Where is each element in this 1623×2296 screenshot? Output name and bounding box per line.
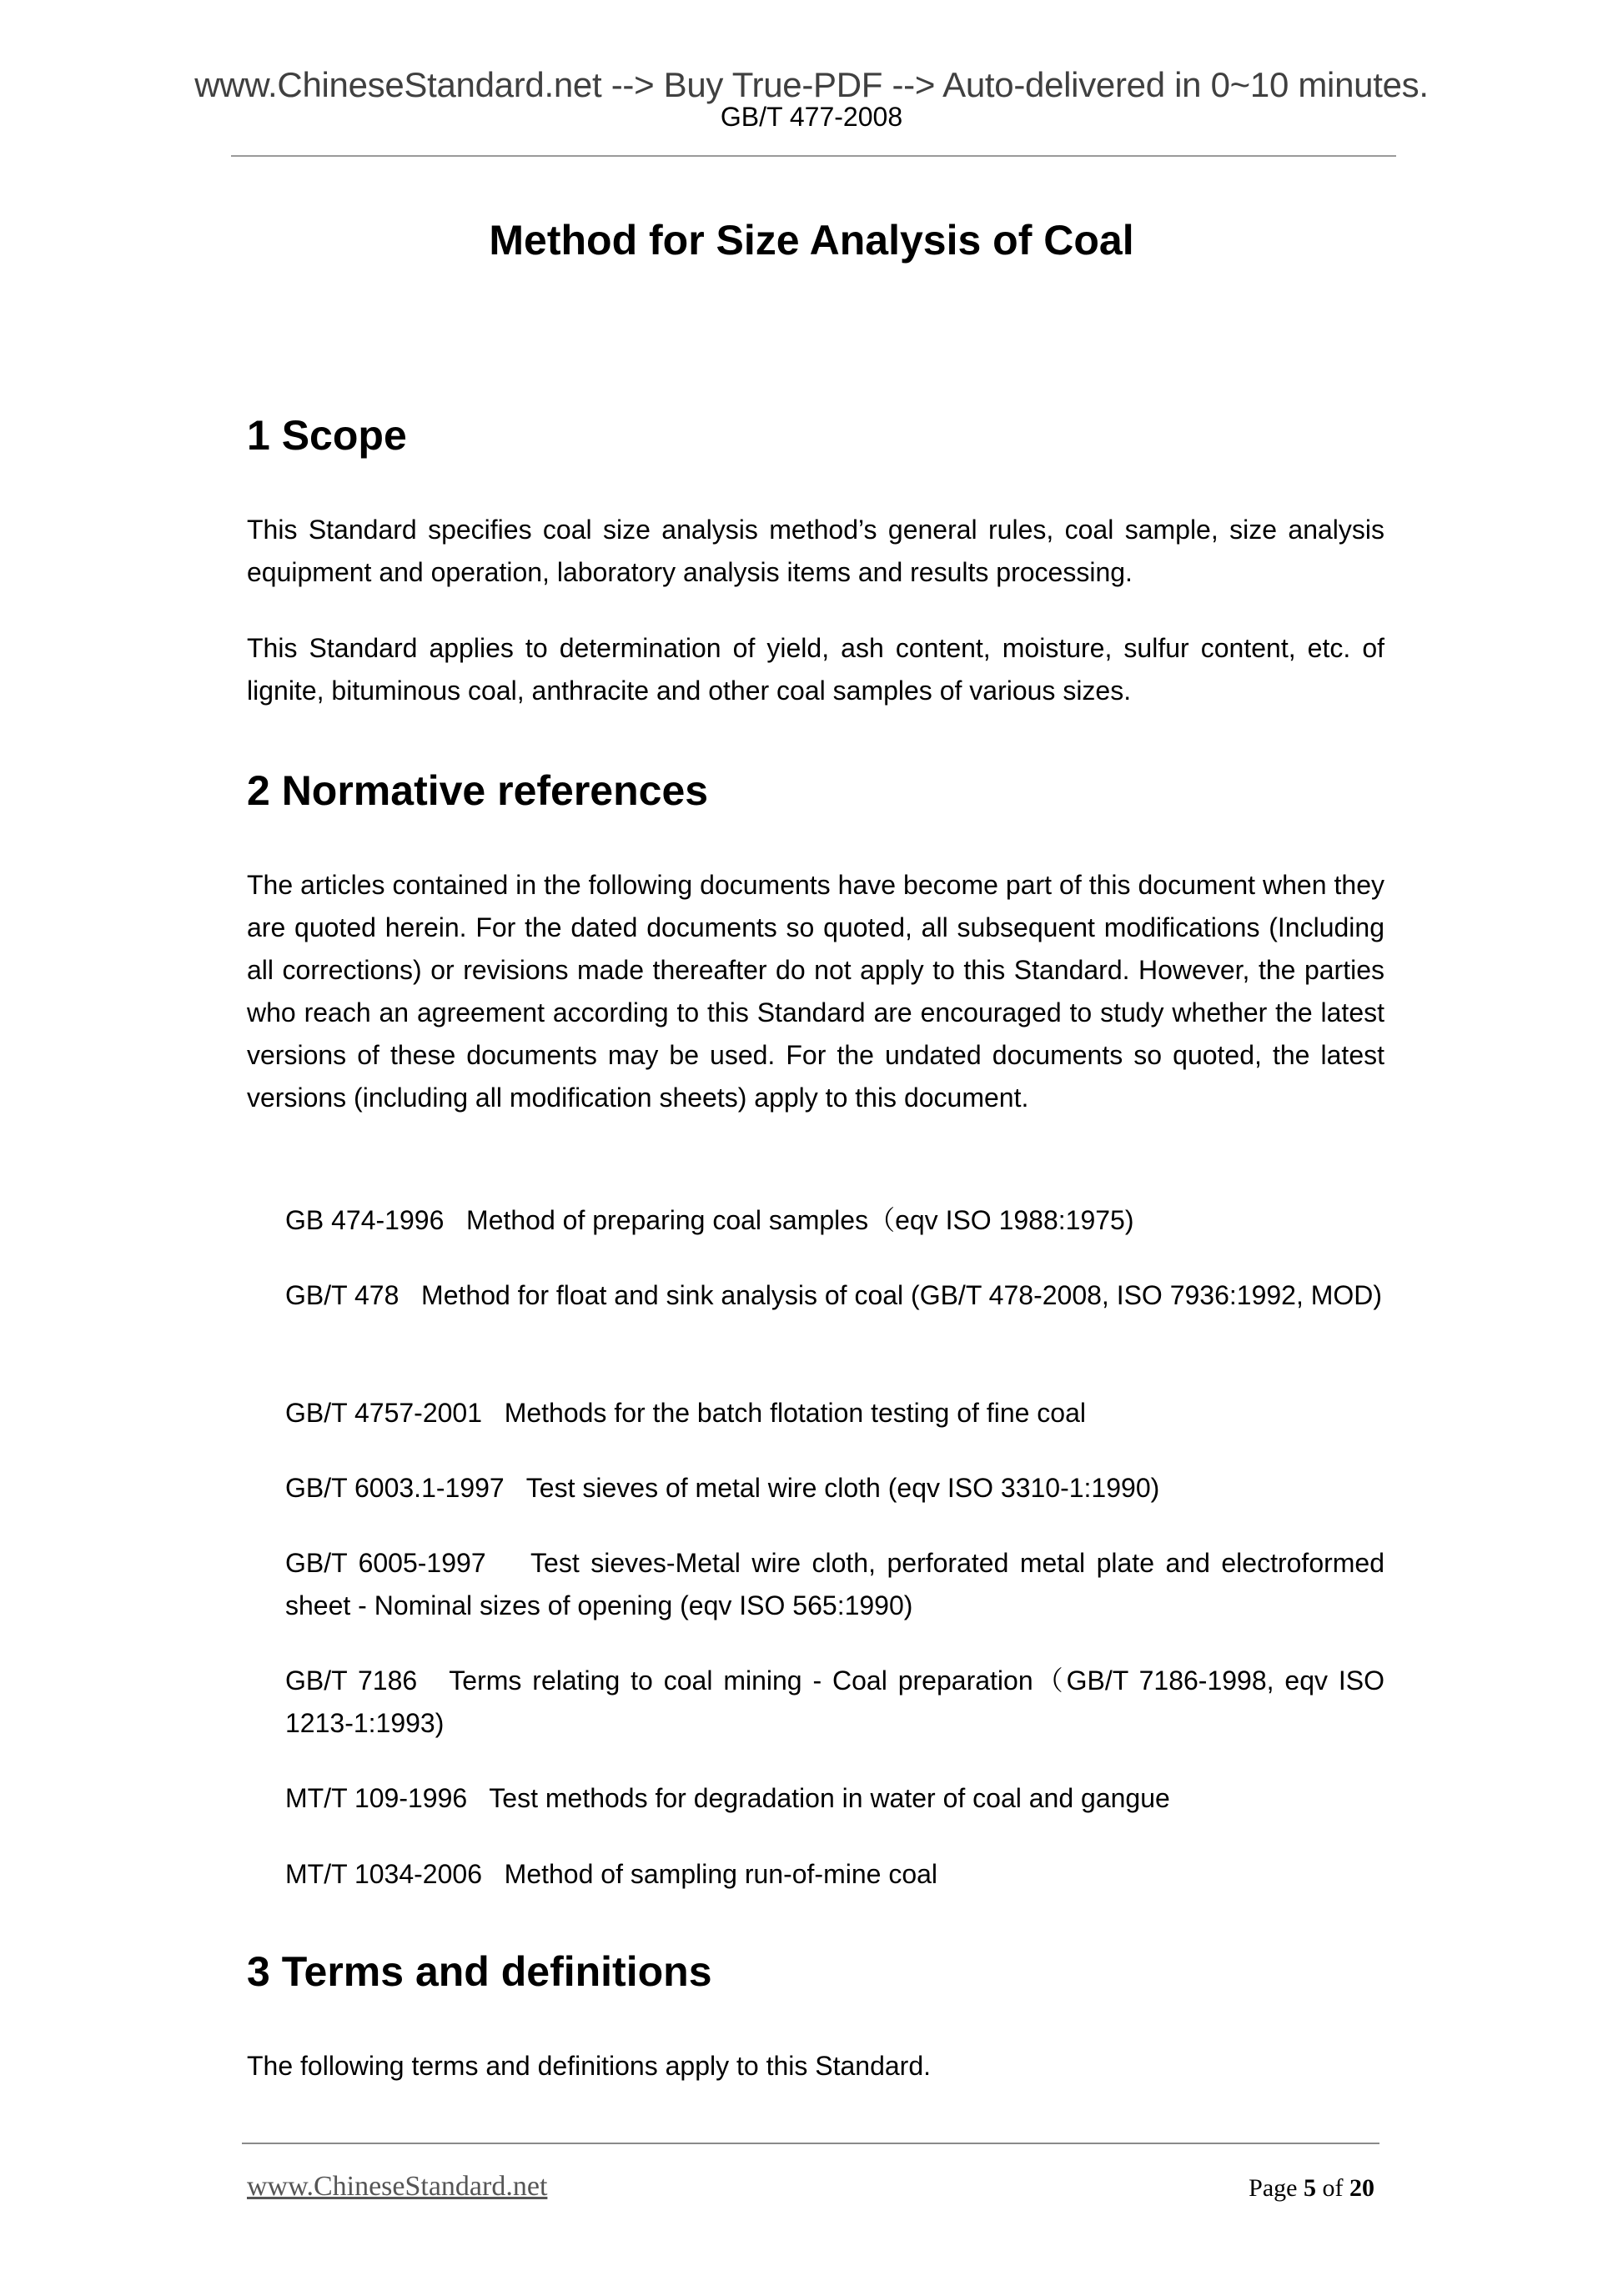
reference-code: GB/T 4757-2001 — [285, 1398, 483, 1428]
footer-website-link[interactable]: www.ChineseStandard.net — [247, 2171, 548, 2202]
page-current: 5 — [1304, 2174, 1316, 2202]
page-of: of — [1322, 2174, 1344, 2202]
reference-item — [285, 1777, 1384, 1820]
scope-paragraph-1: This Standard specifies coal size analysis method’s general rules, coal sample, size analysis equipment and operation, laboratory analysis items and results processing. — [247, 515, 1384, 587]
page-total: 20 — [1349, 2174, 1374, 2202]
reference-item — [285, 1467, 1384, 1510]
reference-code: GB/T 6003.1-1997 — [285, 1473, 505, 1503]
reference-item — [285, 1660, 1384, 1745]
reference-title: Terms relating to coal mining - Coal preparation（GB/T 7186-1998, eqv ISO 1213-1:1993) — [285, 1665, 1385, 1738]
page-prefix: Page — [1249, 2174, 1298, 2202]
terms-intro-paragraph: The following terms and definitions apply to this Standard. — [247, 2051, 932, 2081]
reference-item — [285, 1542, 1384, 1627]
header-banner: www.ChineseStandard.net --> Buy True-PDF --> Auto-delivered in 0~10 minutes. — [194, 65, 1429, 104]
reference-title: Test methods for degradation in water of coal and gangue — [489, 1783, 1170, 1813]
reference-code: GB/T 7186 — [285, 1665, 418, 1696]
reference-code: GB 474-1996 — [285, 1205, 445, 1235]
reference-title: Methods for the batch flotation testing of fine coal — [504, 1398, 1086, 1428]
page-title: Method for Size Analysis of Coal — [489, 217, 1134, 264]
section-heading-normative-references: 2 Normative references — [247, 767, 709, 814]
footer-divider — [242, 2143, 1379, 2144]
reference-title: Method of preparing coal samples（eqv ISO 1988:1975) — [466, 1205, 1134, 1235]
reference-title: Method for float and sink analysis of coal (GB/T 478-2008, ISO 7936:1992, MOD) — [421, 1280, 1383, 1310]
page-indicator — [1249, 2172, 1374, 2205]
normative-references-intro: The articles contained in the following documents have become part of this document when they are quoted herein. For the dated documents so quoted, all subsequent modifications (Including all corrections) or revisions made thereafter do not apply to this Standard. However, the parties who reach an agreement according to this Standard are encouraged to study whether the latest versions of these documents may be used. For the undated documents so quoted, the latest versions (including all modification sheets) apply to this document. — [247, 870, 1384, 1113]
reference-item — [285, 1853, 1384, 1896]
reference-item — [285, 1199, 1384, 1242]
reference-item — [285, 1392, 1384, 1434]
reference-code: MT/T 109-1996 — [285, 1783, 468, 1813]
reference-item — [285, 1274, 1384, 1317]
document-number: GB/T 477-2008 — [720, 102, 903, 132]
scope-paragraph-2: This Standard applies to determination of yield, ash content, moisture, sulfur content, etc. of lignite, bituminous coal, anthracite and other coal samples of various sizes. — [247, 633, 1384, 706]
reference-title: Test sieves-Metal wire cloth, perforated metal plate and electroformed sheet - Nominal sizes of opening (eqv ISO 565:1990) — [285, 1548, 1385, 1620]
reference-code: GB/T 478 — [285, 1280, 399, 1310]
reference-code: GB/T 6005-1997 — [285, 1548, 486, 1578]
header-divider — [231, 155, 1396, 157]
section-heading-terms-and-definitions: 3 Terms and definitions — [247, 1948, 712, 1995]
section-heading-scope: 1 Scope — [247, 412, 407, 459]
reference-title: Test sieves of metal wire cloth (eqv ISO 3310-1:1990) — [525, 1473, 1160, 1503]
reference-code: MT/T 1034-2006 — [285, 1859, 482, 1889]
reference-title: Method of sampling run-of-mine coal — [504, 1859, 938, 1889]
